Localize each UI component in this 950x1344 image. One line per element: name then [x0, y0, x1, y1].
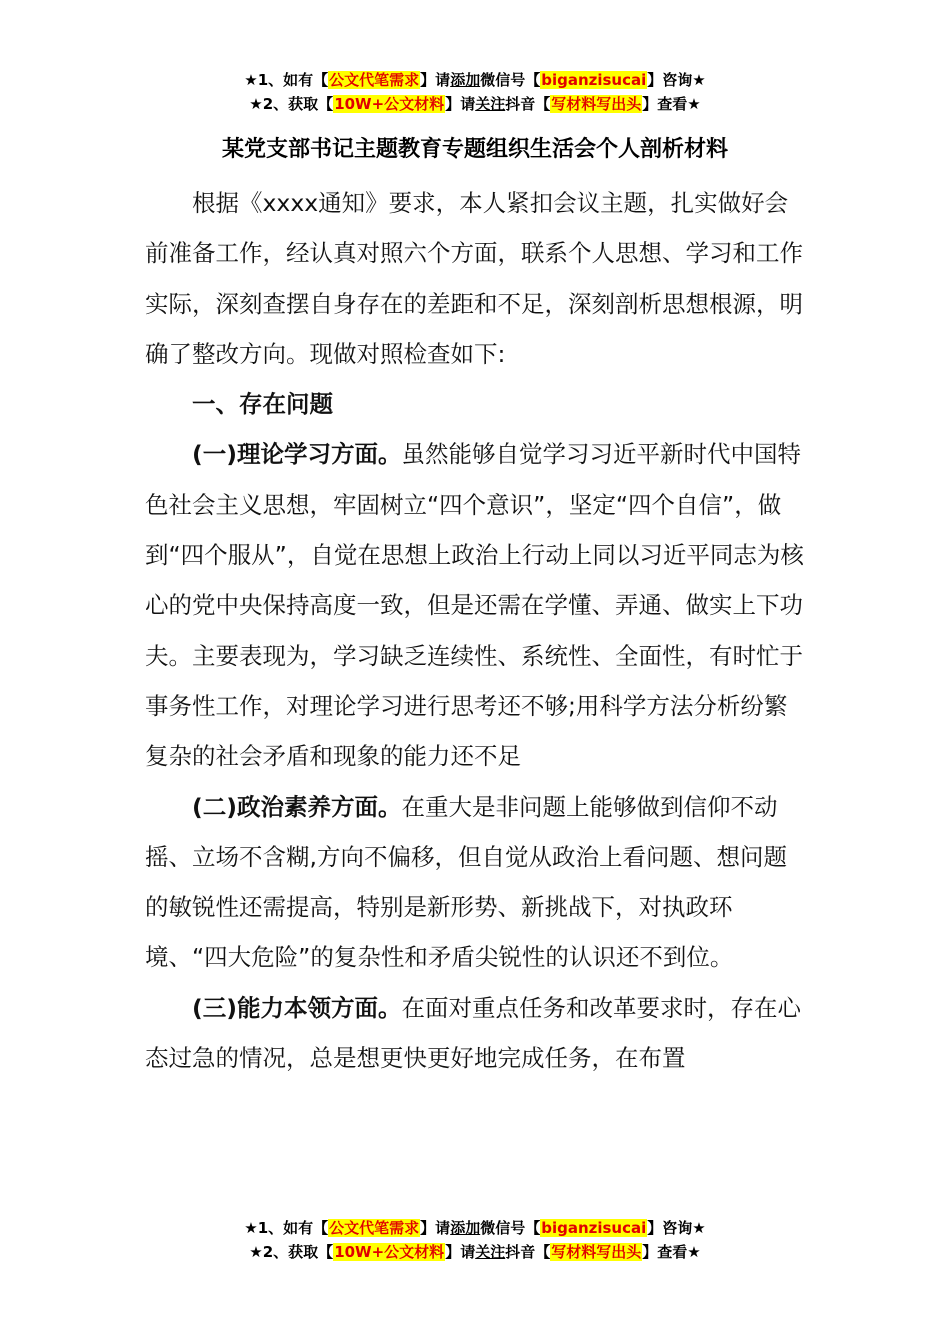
item-lead: (二)政治素养方面。: [192, 792, 402, 821]
banner-underlined: 关注: [475, 95, 506, 113]
banner-text: ★1、如有【: [244, 1219, 329, 1237]
banner-text: 】请: [445, 1243, 476, 1261]
item-paragraph: [145, 782, 810, 983]
banner-highlight: 公文代笔需求: [329, 71, 420, 89]
banner-underlined: 添加: [450, 1219, 481, 1237]
banner-text: 微信号【: [480, 71, 541, 89]
document-title: 某党支部书记主题教育专题组织生活会个人剖析材料: [221, 137, 728, 162]
banner-text: 】请: [420, 1219, 451, 1237]
banner-line-1: [0, 68, 950, 92]
banner-text: ★2、获取【: [249, 1243, 334, 1261]
banner-highlight: 10W+公文材料: [334, 95, 445, 113]
banner-text: 】查看★: [642, 1243, 701, 1261]
footer-banner: [0, 1216, 950, 1264]
banner-text: 抖音【: [505, 1243, 551, 1261]
banner-underlined: 关注: [475, 1243, 506, 1261]
banner-text: 】查看★: [642, 95, 701, 113]
banner-line-1: [0, 1216, 950, 1240]
banner-line-2: [0, 1240, 950, 1264]
banner-highlight: 写材料写出头: [551, 95, 642, 113]
banner-text: 】请: [445, 95, 476, 113]
section-heading: 一、存在问题: [192, 390, 333, 419]
document-body: [145, 178, 810, 1083]
item-paragraph: [145, 429, 810, 781]
item-lead: (三)能力本领方面。: [192, 993, 402, 1022]
banner-highlight: 公文代笔需求: [329, 1219, 420, 1237]
item-paragraph: [145, 983, 810, 1084]
banner-text: 微信号【: [480, 1219, 541, 1237]
intro-paragraph: 根据《xxxx通知》要求，本人紧扣会议主题，扎实做好会前准备工作，经认真对照六个方面，联系个人思想、学习和工作实际，深刻查摆自身存在的差距和不足，深刻剖析思想根源，明确了整改方向。现做对照检查如下:: [145, 189, 803, 368]
banner-highlight: 10W+公文材料: [334, 1243, 445, 1261]
banner-line-2: [0, 92, 950, 116]
banner-text: ★1、如有【: [244, 71, 329, 89]
item-text: 虽然能够自觉学习习近平新时代中国特色社会主义思想，牢固树立“四个意识”，坚定“四个自信”，做到“四个服从”，自觉在思想上政治上行动上同以习近平同志为核心的党中央保持高度一致，但是还需在学懂、弄通、做实上下功夫。主要表现为，学习缺乏连续性、系统性、全面性，有时忙于事务性工作，对理论学习进行思考还不够;用科学方法分析纷繁复杂的社会矛盾和现象的能力还不足: [145, 440, 804, 771]
banner-highlight: biganzisucai: [541, 1219, 647, 1237]
header-banner: [0, 68, 950, 116]
banner-text: 】请: [420, 71, 451, 89]
banner-text: 】咨询★: [647, 1219, 706, 1237]
banner-highlight: 写材料写出头: [551, 1243, 642, 1261]
banner-underlined: 添加: [450, 71, 481, 89]
item-text: 在重大是非问题上能够做到信仰不动摇、立场不含糊,方向不偏移，但自觉从政治上看问题、想问题的敏锐性还需提高，特别是新形势、新挑战下，对执政环境、“四大危险”的复杂性和矛盾尖锐性的认识还不到位。: [145, 792, 787, 972]
item-lead: (一)理论学习方面。: [192, 440, 402, 469]
banner-highlight: biganzisucai: [541, 71, 647, 89]
banner-text: 抖音【: [505, 95, 551, 113]
banner-text: 】咨询★: [647, 71, 706, 89]
banner-text: ★2、获取【: [249, 95, 334, 113]
item-text: 在面对重点任务和改革要求时，存在心态过急的情况，总是想更快更好地完成任务，在布置: [145, 993, 801, 1073]
